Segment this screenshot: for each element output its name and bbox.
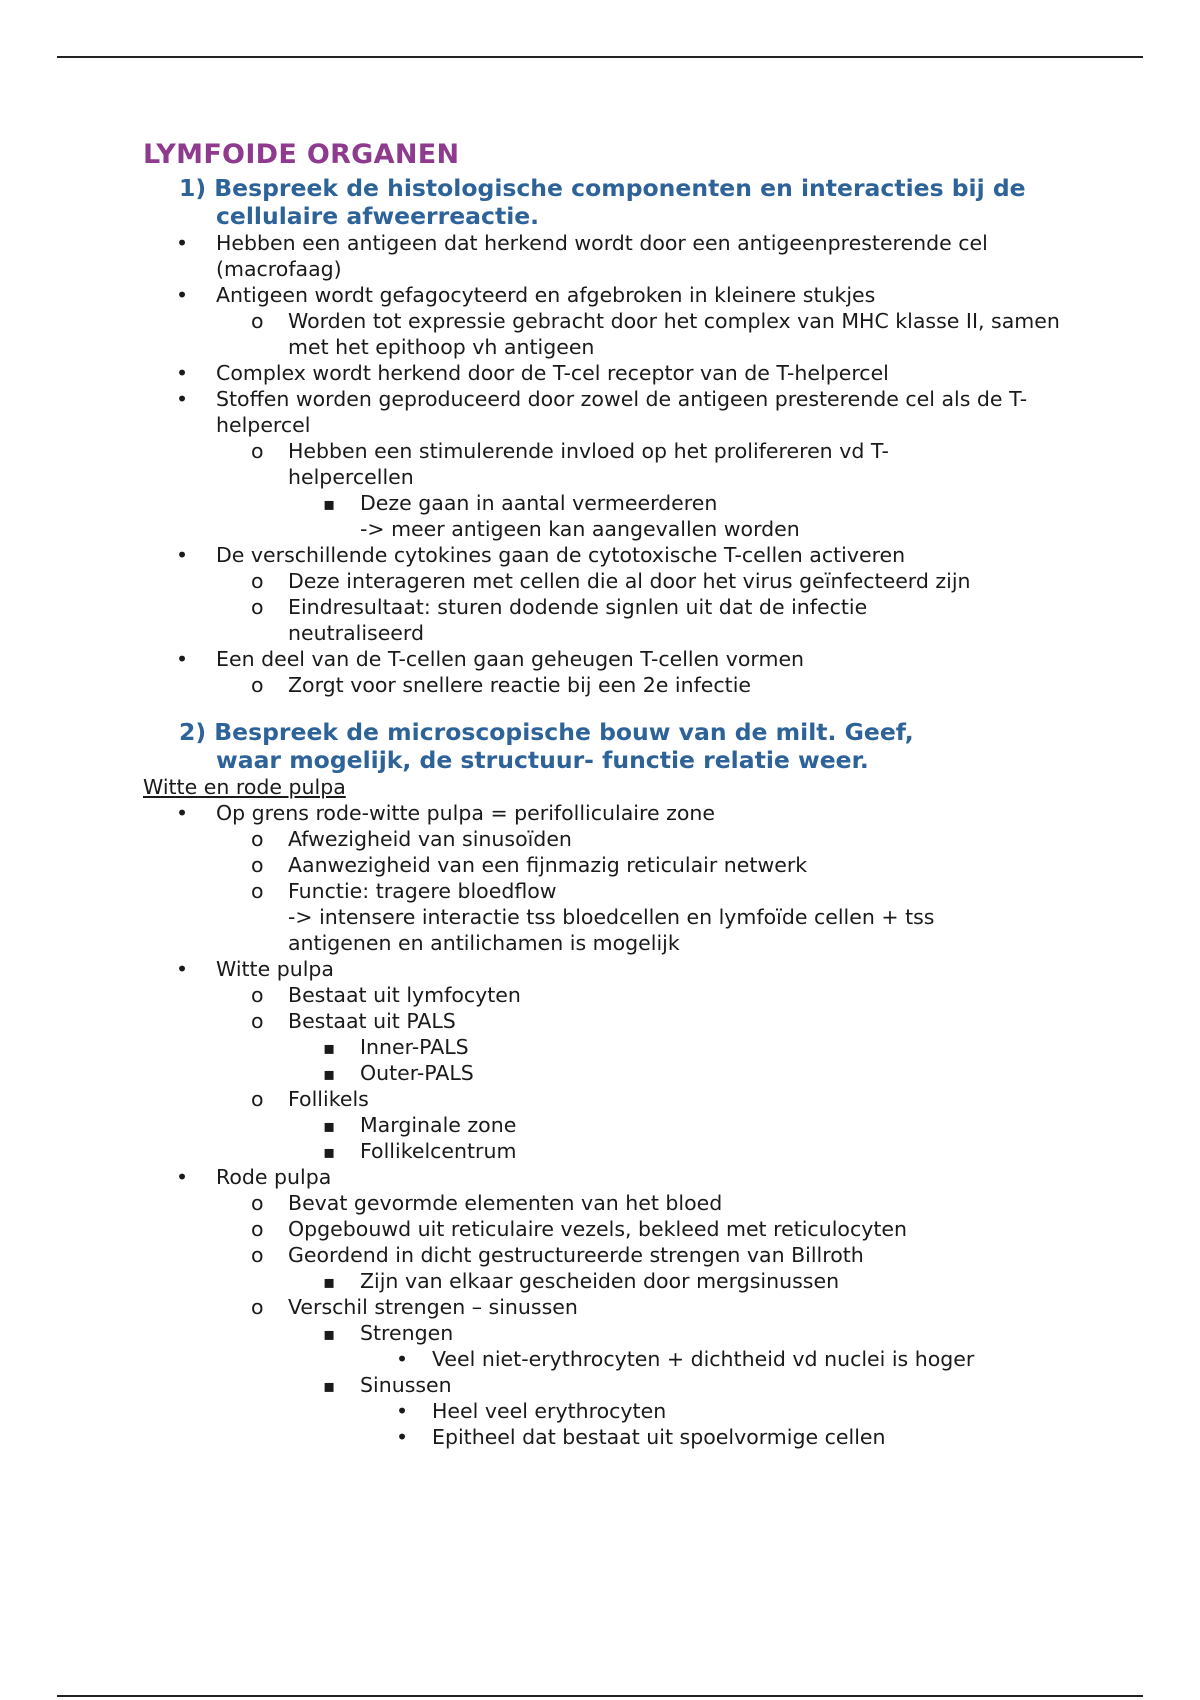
list-item: • Veel niet-erythrocyten + dichtheid vd nuclei is hoger bbox=[143, 1346, 1063, 1372]
list-item: ▪ Outer-PALS bbox=[143, 1060, 1063, 1086]
circle-bullet-icon bbox=[251, 308, 264, 334]
square-bullet-icon bbox=[323, 1268, 335, 1296]
list-item: ▪ Follikelcentrum bbox=[143, 1138, 1063, 1164]
circle-bullet-icon bbox=[251, 878, 264, 904]
list-item-continuation: -> meer antigeen kan aangevallen worden bbox=[360, 517, 800, 541]
bullet-icon bbox=[176, 542, 188, 568]
square-bullet-icon bbox=[323, 1320, 335, 1348]
list-item: o Bevat gevormde elementen van het bloed bbox=[143, 1190, 1063, 1216]
document-body bbox=[143, 138, 1063, 1450]
circle-bullet-icon bbox=[251, 826, 264, 852]
bullet-icon bbox=[176, 230, 188, 256]
list-item: • Epitheel dat bestaat uit spoelvormige cellen bbox=[143, 1424, 1063, 1450]
list-item: o Functie: tragere bloedflow bbox=[143, 878, 1063, 904]
list-item: ▪ Marginale zone bbox=[143, 1112, 1063, 1138]
bullet-icon bbox=[176, 282, 188, 308]
list-item: • Heel veel erythrocyten bbox=[143, 1398, 1063, 1424]
list-item: • Witte pulpa bbox=[143, 956, 1063, 982]
circle-bullet-icon bbox=[251, 438, 264, 464]
section-subheading: Witte en rode pulpa bbox=[143, 775, 346, 799]
circle-bullet-icon bbox=[251, 672, 264, 698]
list-item: • Op grens rode-witte pulpa = perifolliculaire zone bbox=[143, 800, 1063, 826]
bullet-icon bbox=[396, 1424, 408, 1450]
square-bullet-icon bbox=[323, 1112, 335, 1140]
square-bullet-icon bbox=[323, 490, 335, 518]
question-1-list bbox=[143, 230, 1063, 698]
question-2-heading: 2) Bespreek de microscopische bouw van de milt. Geef, waar mogelijk, de structuur- functie relatie weer. bbox=[179, 718, 914, 774]
circle-bullet-icon bbox=[251, 1242, 264, 1268]
list-item: o Aanwezigheid van een fijnmazig reticulair netwerk bbox=[143, 852, 1063, 878]
circle-bullet-icon bbox=[251, 1216, 264, 1242]
list-item: • Antigeen wordt gefagocyteerd en afgebroken in kleinere stukjes bbox=[143, 282, 1063, 308]
list-item: o Verschil strengen – sinussen bbox=[143, 1294, 1063, 1320]
circle-bullet-icon bbox=[251, 568, 264, 594]
list-item: o Afwezigheid van sinusoïden bbox=[143, 826, 1063, 852]
list-item: o Opgebouwd uit reticulaire vezels, bekleed met reticulocyten bbox=[143, 1216, 1063, 1242]
list-item: • Rode pulpa bbox=[143, 1164, 1063, 1190]
list-item: o Deze interageren met cellen die al door het virus geïnfecteerd zijn bbox=[143, 568, 1063, 594]
bullet-icon bbox=[176, 1164, 188, 1190]
list-item: o Geordend in dicht gestructureerde strengen van Billroth bbox=[143, 1242, 1063, 1268]
header-rule bbox=[57, 56, 1143, 58]
list-item: • Hebben een antigeen dat herkend wordt door een antigeenpresterende cel (macrofaag) bbox=[143, 230, 1063, 282]
bullet-icon bbox=[176, 800, 188, 826]
circle-bullet-icon bbox=[251, 1190, 264, 1216]
list-item: o Bestaat uit PALS bbox=[143, 1008, 1063, 1034]
circle-bullet-icon bbox=[251, 982, 264, 1008]
list-item: • Stoffen worden geproduceerd door zowel de antigeen presterende cel als de T-helpercel bbox=[143, 386, 1063, 438]
page-title: LYMFOIDE ORGANEN bbox=[143, 139, 460, 170]
footer-rule bbox=[57, 1695, 1143, 1697]
bullet-icon bbox=[176, 360, 188, 386]
circle-bullet-icon bbox=[251, 1008, 264, 1034]
list-item-continuation: -> intensere interactie tss bloedcellen en lymfoïde cellen + tss antigenen en antilichamen is mogelijk bbox=[288, 905, 935, 955]
list-item: o Hebben een stimulerende invloed op het prolifereren vd T-helpercellen bbox=[143, 438, 1063, 490]
question-2-list bbox=[143, 800, 1063, 1450]
list-item: • De verschillende cytokines gaan de cytotoxische T-cellen activeren bbox=[143, 542, 1063, 568]
bullet-icon bbox=[176, 386, 188, 412]
list-item: o Follikels bbox=[143, 1086, 1063, 1112]
list-item: o Worden tot expressie gebracht door het complex van MHC klasse II, samen met het epithoop vh antigeen bbox=[143, 308, 1063, 360]
list-item: • Complex wordt herkend door de T-cel receptor van de T-helpercel bbox=[143, 360, 1063, 386]
question-1-heading: 1) Bespreek de histologische componenten en interacties bij de cellulaire afweerreactie. bbox=[179, 174, 1026, 230]
circle-bullet-icon bbox=[251, 852, 264, 878]
bullet-icon bbox=[176, 646, 188, 672]
square-bullet-icon bbox=[323, 1034, 335, 1062]
list-item: o Zorgt voor snellere reactie bij een 2e infectie bbox=[143, 672, 1063, 698]
circle-bullet-icon bbox=[251, 1294, 264, 1320]
list-item: ▪ Sinussen bbox=[143, 1372, 1063, 1398]
bullet-icon bbox=[396, 1398, 408, 1424]
square-bullet-icon bbox=[323, 1372, 335, 1400]
list-item: o Eindresultaat: sturen dodende signlen uit dat de infectie neutraliseerd bbox=[143, 594, 1063, 646]
list-item: ▪ Deze gaan in aantal vermeerderen bbox=[143, 490, 1063, 516]
list-item: o Bestaat uit lymfocyten bbox=[143, 982, 1063, 1008]
list-item: ▪ Strengen bbox=[143, 1320, 1063, 1346]
list-item: • Een deel van de T-cellen gaan geheugen T-cellen vormen bbox=[143, 646, 1063, 672]
bullet-icon bbox=[176, 956, 188, 982]
circle-bullet-icon bbox=[251, 1086, 264, 1112]
bullet-icon bbox=[396, 1346, 408, 1372]
circle-bullet-icon bbox=[251, 594, 264, 620]
list-item: ▪ Inner-PALS bbox=[143, 1034, 1063, 1060]
list-item: ▪ Zijn van elkaar gescheiden door mergsinussen bbox=[143, 1268, 1063, 1294]
square-bullet-icon bbox=[323, 1138, 335, 1166]
square-bullet-icon bbox=[323, 1060, 335, 1088]
